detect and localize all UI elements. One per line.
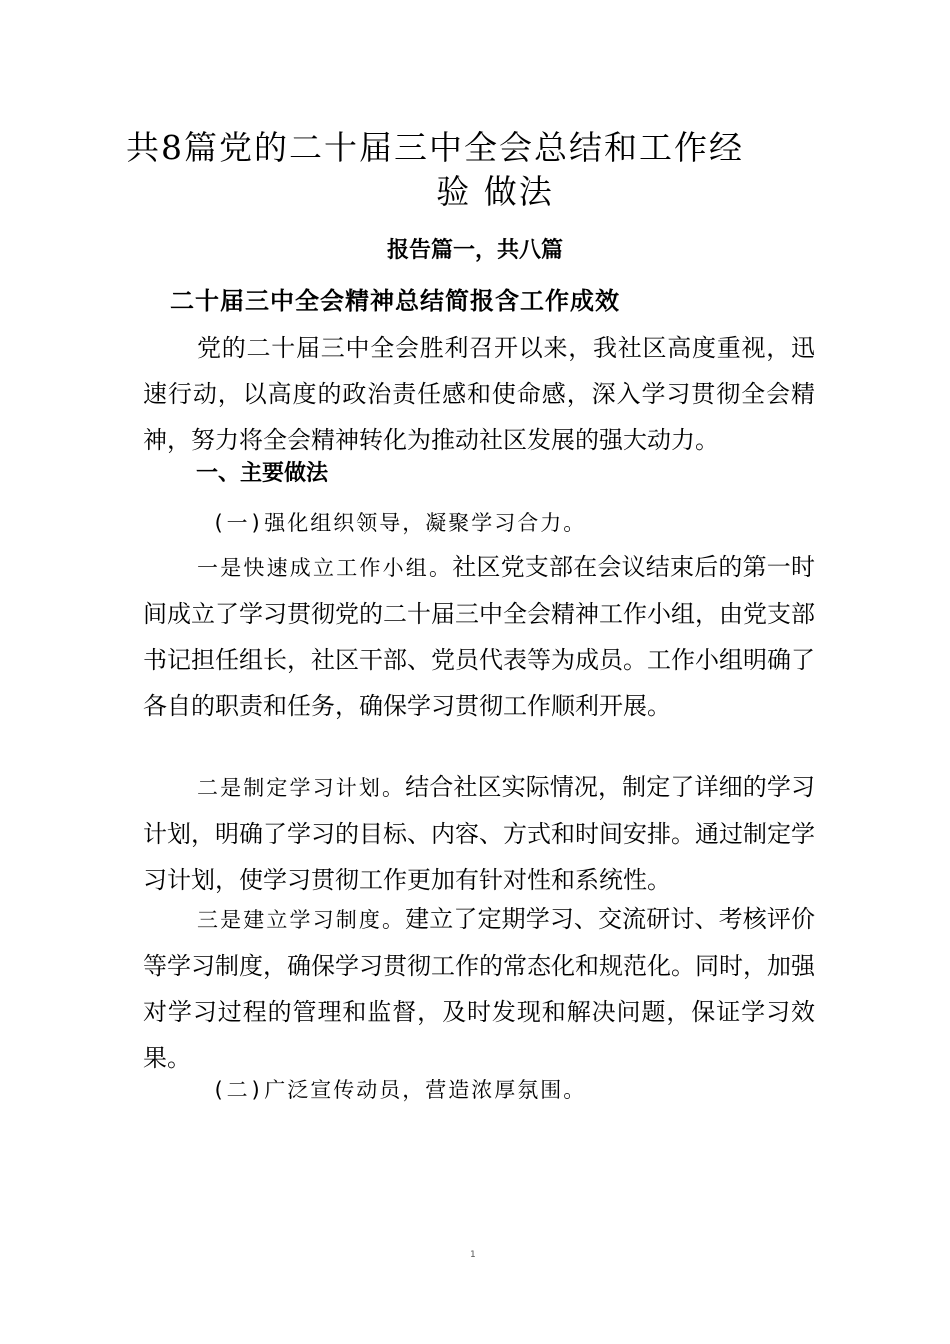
intro-paragraph: 党的二十届三中全会胜利召开以来，我社区高度重视，迅速行动，以高度的政治责任感和使命感，深入学习贯彻全会精神，努力将全会精神转化为推动社区发展的强大动力。 [143, 334, 815, 454]
item-3-lead: 三是建立学习制度。 [197, 908, 406, 932]
document-title-line2: 验 做法 [436, 172, 554, 211]
document-subtitle: 报告篇一，共八篇 [386, 238, 563, 263]
item-1-lead: 一是快速成立工作小组。 [197, 556, 453, 580]
paragraph-item-1 [143, 544, 815, 729]
item-2-body: 结合社区实际情况，制定了详细的学习计划，明确了学习的目标、内容、方式和时间安排。通过制定学习计划，使学习贯彻工作更加有针对性和系统性。 [143, 773, 816, 894]
subsection-title-2: (二)广泛宣传动员，营造浓厚氛围。 [212, 1078, 587, 1102]
item-3-body: 建立了定期学习、交流研讨、考核评价等学习制度，确保学习贯彻工作的常态化和规范化。同时，加强对学习过程的管理和监督，及时发现和解决问题，保证学习效果。 [143, 905, 816, 1072]
item-2-lead: 二是制定学习计划。 [197, 776, 406, 800]
report-heading: 二十届三中全会精神总结简报含工作成效 [170, 287, 620, 315]
paragraph-item-3 [143, 896, 815, 1081]
subsection-title-1: (一)强化组织领导，凝聚学习合力。 [212, 511, 587, 535]
section-title-main-practices: 一、主要做法 [196, 461, 329, 486]
document-title-line1: 共8篇党的二十届三中全会总结和工作经 [126, 128, 744, 167]
page-number: 1 [470, 1250, 476, 1260]
paragraph-item-2 [143, 764, 815, 903]
item-1-body: 社区党支部在会议结束后的第一时间成立了学习贯彻党的二十届三中全会精神工作小组，由党支部书记担任组长，社区干部、党员代表等为成员。工作小组明确了各自的职责和任务，确保学习贯彻工作顺利开展。 [143, 553, 816, 720]
